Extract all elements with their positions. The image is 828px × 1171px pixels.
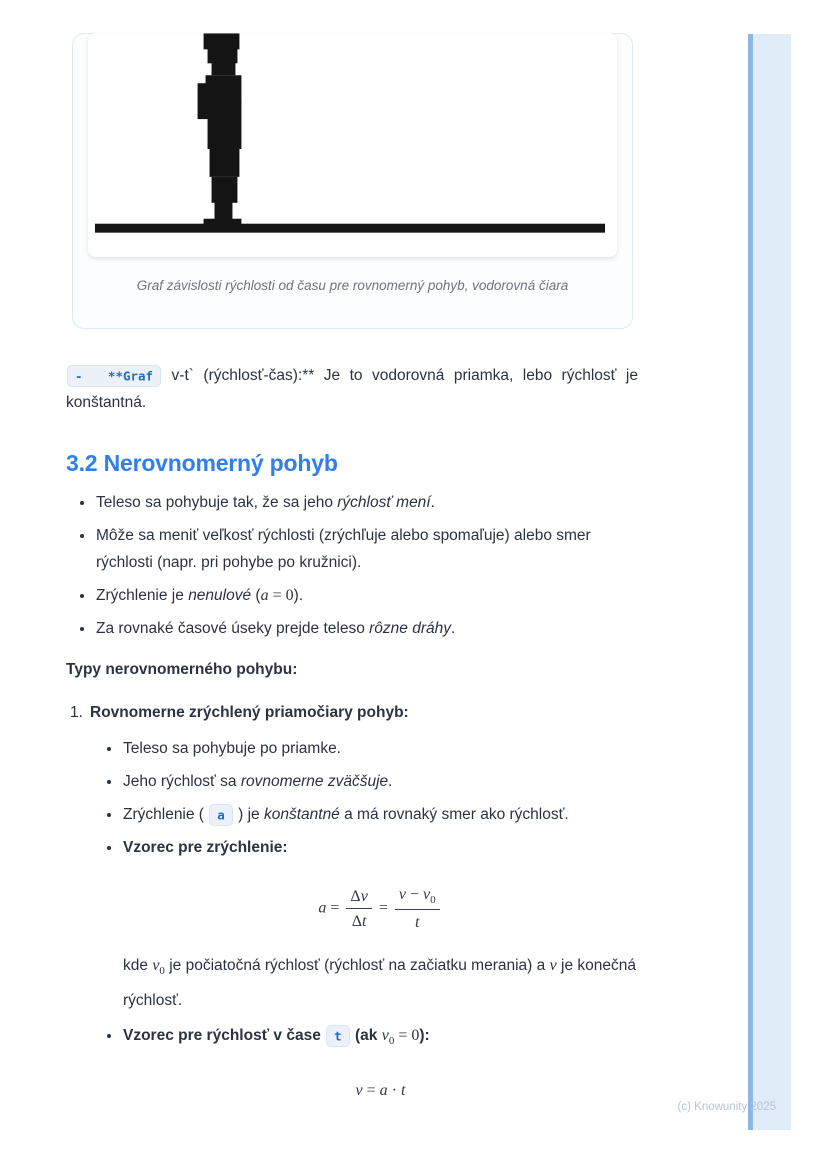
list-item	[122, 1022, 638, 1099]
numbered-item	[66, 699, 638, 1109]
list-item: • Teleso sa pohybuje tak, že sa jeho rýchlosť mení.	[95, 489, 638, 516]
formula-note: kde $v_0$ je počiatočná rýchlosť (rýchlosť na začiatku merania) a v je konečná rýchlosť.	[123, 957, 636, 1009]
section-heading: 3.2 Nerovnomerný pohyb	[66, 450, 338, 476]
list-item: • Teleso sa pohybuje po priamke.	[122, 735, 638, 762]
figure-caption: Graf závislosti rýchlosti od času pre rovnomerný pohyb, vodorovná čiara	[136, 278, 569, 293]
list-item: • Jeho rýchlosť sa rovnomerne zväčšuje.	[122, 768, 638, 795]
figure-image	[88, 33, 617, 257]
list-item: • Zrýchlenie je nenulové (a = 0).	[95, 582, 638, 609]
figure-card	[72, 33, 633, 329]
watermark: (c) Knowunity 2025	[677, 1101, 776, 1113]
graf-paragraph: - **Graf v-t` (rýchlosť-čas):** Je to vodorovná priamka, lebo rýchlosť je konštantná.	[66, 362, 638, 416]
list-item	[122, 834, 638, 1016]
ground-line	[95, 224, 605, 233]
scrollbar-thumb[interactable]	[748, 34, 753, 1130]
numbered-item-body	[90, 699, 638, 1109]
list-number: 1.	[70, 704, 83, 721]
person-silhouette-illustration	[88, 33, 617, 257]
velocity-formula: v = a · t	[355, 1082, 406, 1099]
typy-label: Typy nerovnomerného pohybu:	[66, 661, 298, 678]
content-column	[66, 330, 638, 1109]
sub-bullet-label: Vzorec pre rýchlosť v čase t (ak $v_0 = 0$):	[123, 1027, 430, 1044]
list-item: • Zrýchlenie ( a ) je konštantné a má rovnaký smer ako rýchlosť.	[122, 801, 638, 828]
sub-bullet-list	[90, 735, 638, 1099]
numbered-item-title: Rovnomerne zrýchlený priamočiary pohyb:	[90, 704, 409, 721]
list-item: • Môže sa meniť veľkosť rýchlosti (zrýchľuje alebo spomaľuje) alebo smer rýchlosti (napr. pri pohybe po kružnici).	[95, 522, 638, 576]
sub-bullet-label: Vzorec pre zrýchlenie:	[123, 839, 288, 856]
scrollbar-track[interactable]	[748, 34, 791, 1130]
bullet-list	[66, 489, 638, 642]
list-item: • Za rovnaké časové úseky prejde teleso rôzne dráhy.	[95, 615, 638, 642]
acceleration-formula: a = $\frac{\Delta v}{\Delta t}$ = $\frac{v - v_0}{t}$	[123, 885, 638, 931]
